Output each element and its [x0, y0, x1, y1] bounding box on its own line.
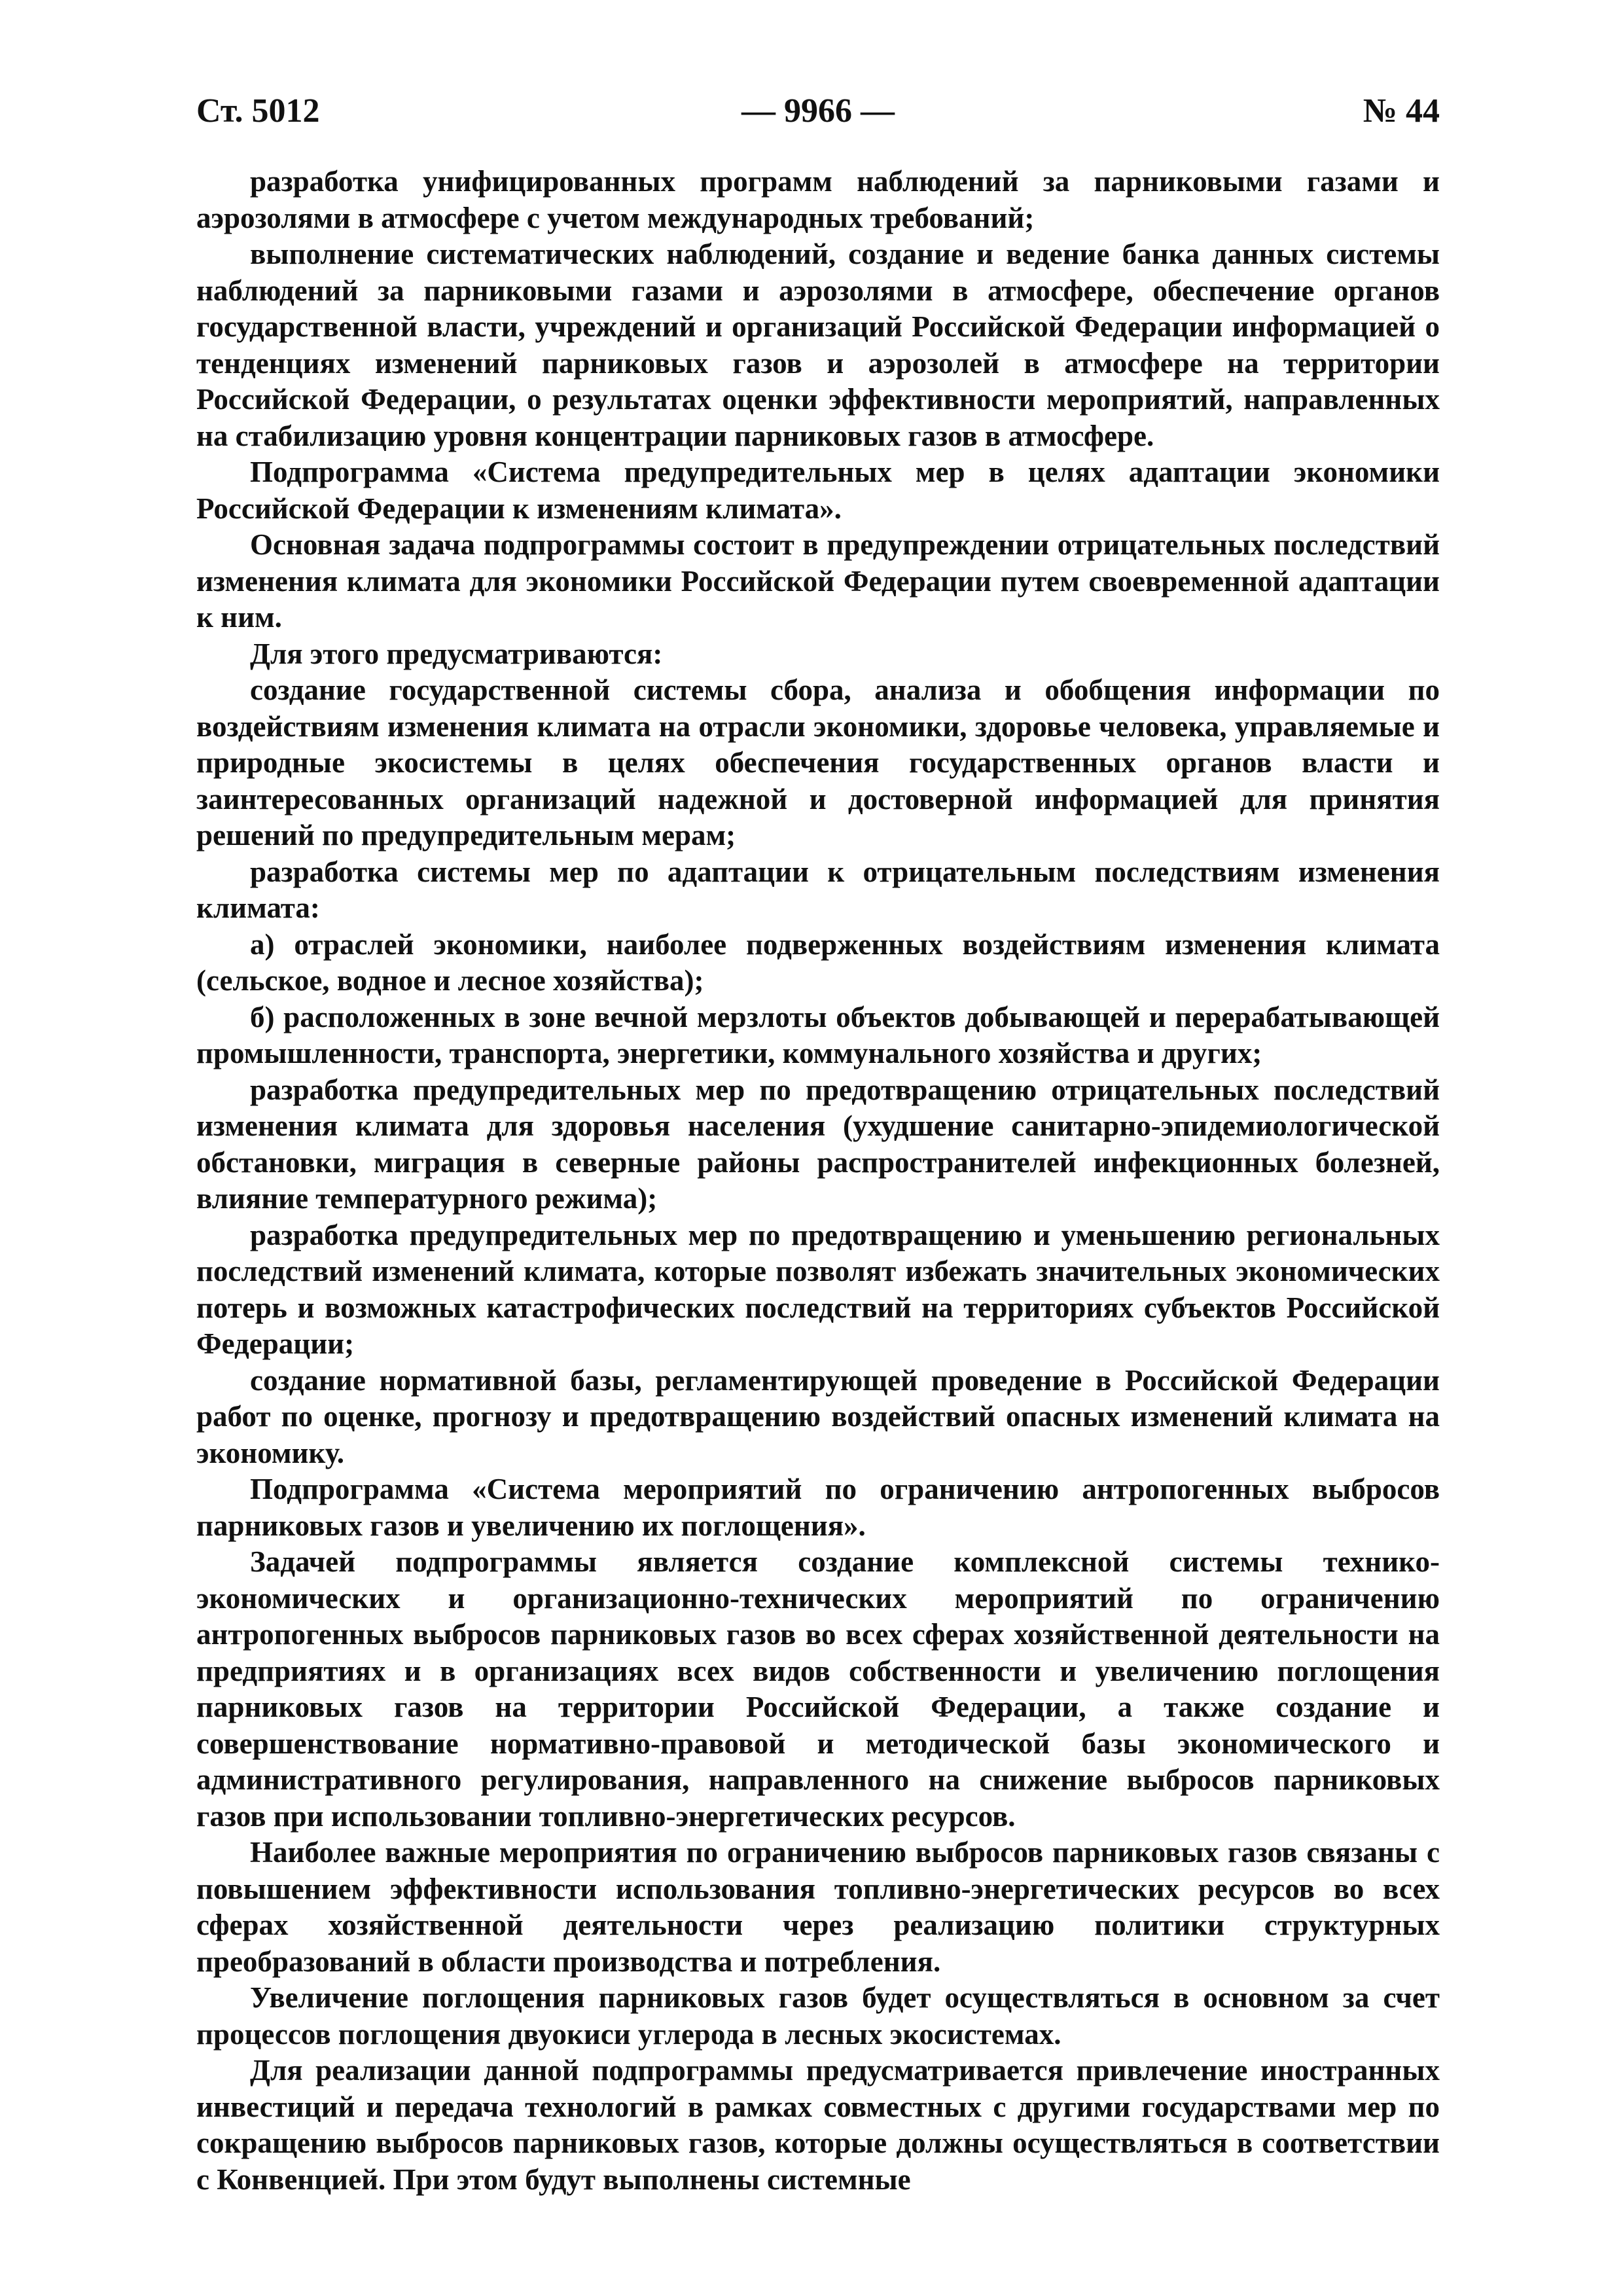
paragraph: разработка предупредительных мер по предотвращению и уменьшению региональных последствий изменений климата, которые позволят избежать значительных экономических потерь и возможных катастрофических последствий на территориях субъектов Российской Федерации; — [196, 1218, 1440, 1360]
paragraph: разработка унифицированных программ наблюдений за парниковыми газами и аэрозолями в атмосфере с учетом международных требований; — [196, 165, 1440, 234]
paragraph: выполнение систематических наблюдений, создание и ведение банка данных системы наблюдений за парниковыми газами и аэрозолями в атмосфере, обеспечение органов государственной власти, учреждений и организаций Российской Федерации информацией о тенденциях изменений парниковых газов и аэрозолей в атмосфере на территории Российской Федерации, о результатах оценки эффективности мероприятий, направленных на стабилизацию уровня концентрации парниковых газов в атмосфере. — [196, 238, 1440, 452]
paragraph: Основная задача подпрограммы состоит в предупреждении отрицательных последствий изменения климата для экономики Российской Федерации путем своевременной адаптации к ним. — [196, 528, 1440, 634]
paragraph: разработка предупредительных мер по предотвращению отрицательных последствий изменения климата для здоровья населения (ухудшение санитарно-эпидемиологической обстановки, миграция в северные районы распространителей инфекционных болезней, влияние температурного режима); — [196, 1073, 1440, 1215]
paragraph: Для этого предусматриваются: — [250, 637, 663, 670]
paragraph: Наиболее важные мероприятия по ограничению выбросов парниковых газов связаны с повышением эффективности использования топливно-энергетических ресурсов во всех сферах хозяйственной деятельности через реализацию политики структурных преобразований в области производства и потребления. — [196, 1836, 1440, 1978]
paragraph: создание нормативной базы, регламентирующей проведение в Российской Федерации работ по оценке, прогнозу и предотвращению воздействий опасных изменений климата на экономику. — [196, 1363, 1440, 1469]
paragraph: Подпрограмма «Система предупредительных мер в целях адаптации экономики Российской Федерации к изменениям климата». — [196, 456, 1440, 525]
paragraph: Подпрограмма «Система мероприятий по ограничению антропогенных выбросов парниковых газов и увеличению их поглощения». — [196, 1473, 1440, 1542]
paragraph: а) отраслей экономики, наиболее подверженных воздействиям изменения климата (сельское, водное и лесное хозяйства); — [196, 927, 1440, 997]
paragraph: создание государственной системы сбора, анализа и обобщения информации по воздействиям изменения климата на отрасли экономики, здоровье человека, управляемые и природные экосистемы в целях обеспечения государственных органов власти и заинтересованных организаций надежной и достоверной информацией для принятия решений по предупредительным мерам; — [196, 673, 1440, 852]
page-header — [196, 85, 1440, 137]
document-page — [196, 85, 1440, 2198]
paragraph: Увеличение поглощения парниковых газов будет осуществляться в основном за счет процессов поглощения двуокиси углерода в лесных экосистемах. — [196, 1981, 1440, 2051]
paragraph: Для реализации данной подпрограммы предусматривается привлечение иностранных инвестиций и передача технологий в рамках совместных с другими государствами мер по сокращению выбросов парниковых газов, которые должны осуществляться в соответствии с Конвенцией. При этом будут выполнены системные — [196, 2054, 1440, 2196]
document-body — [196, 164, 1440, 2198]
page-number: — 9966 — — [741, 92, 895, 130]
paragraph: Задачей подпрограммы является создание комплексной системы технико-экономических и организационно-технических мероприятий по ограничению антропогенных выбросов парниковых газов во всех сферах хозяйственной деятельности на предприятиях и в организациях всех видов собственности и увеличению поглощения парниковых газов на территории Российской Федерации, а также создание и совершенствование нормативно-правовой и методической базы экономического и административного регулирования, направленного на снижение выбросов парниковых газов при использовании топливно-энергетических ресурсов. — [196, 1545, 1440, 1833]
paragraph: б) расположенных в зоне вечной мерзлоты объектов добывающей и перерабатывающей промышленности, транспорта, энергетики, коммунального хозяйства и других; — [196, 1000, 1440, 1069]
issue-number: № 44 — [1363, 92, 1440, 130]
article-number: Ст. 5012 — [196, 92, 320, 130]
paragraph: разработка системы мер по адаптации к отрицательным последствиям изменения климата: — [196, 855, 1440, 924]
